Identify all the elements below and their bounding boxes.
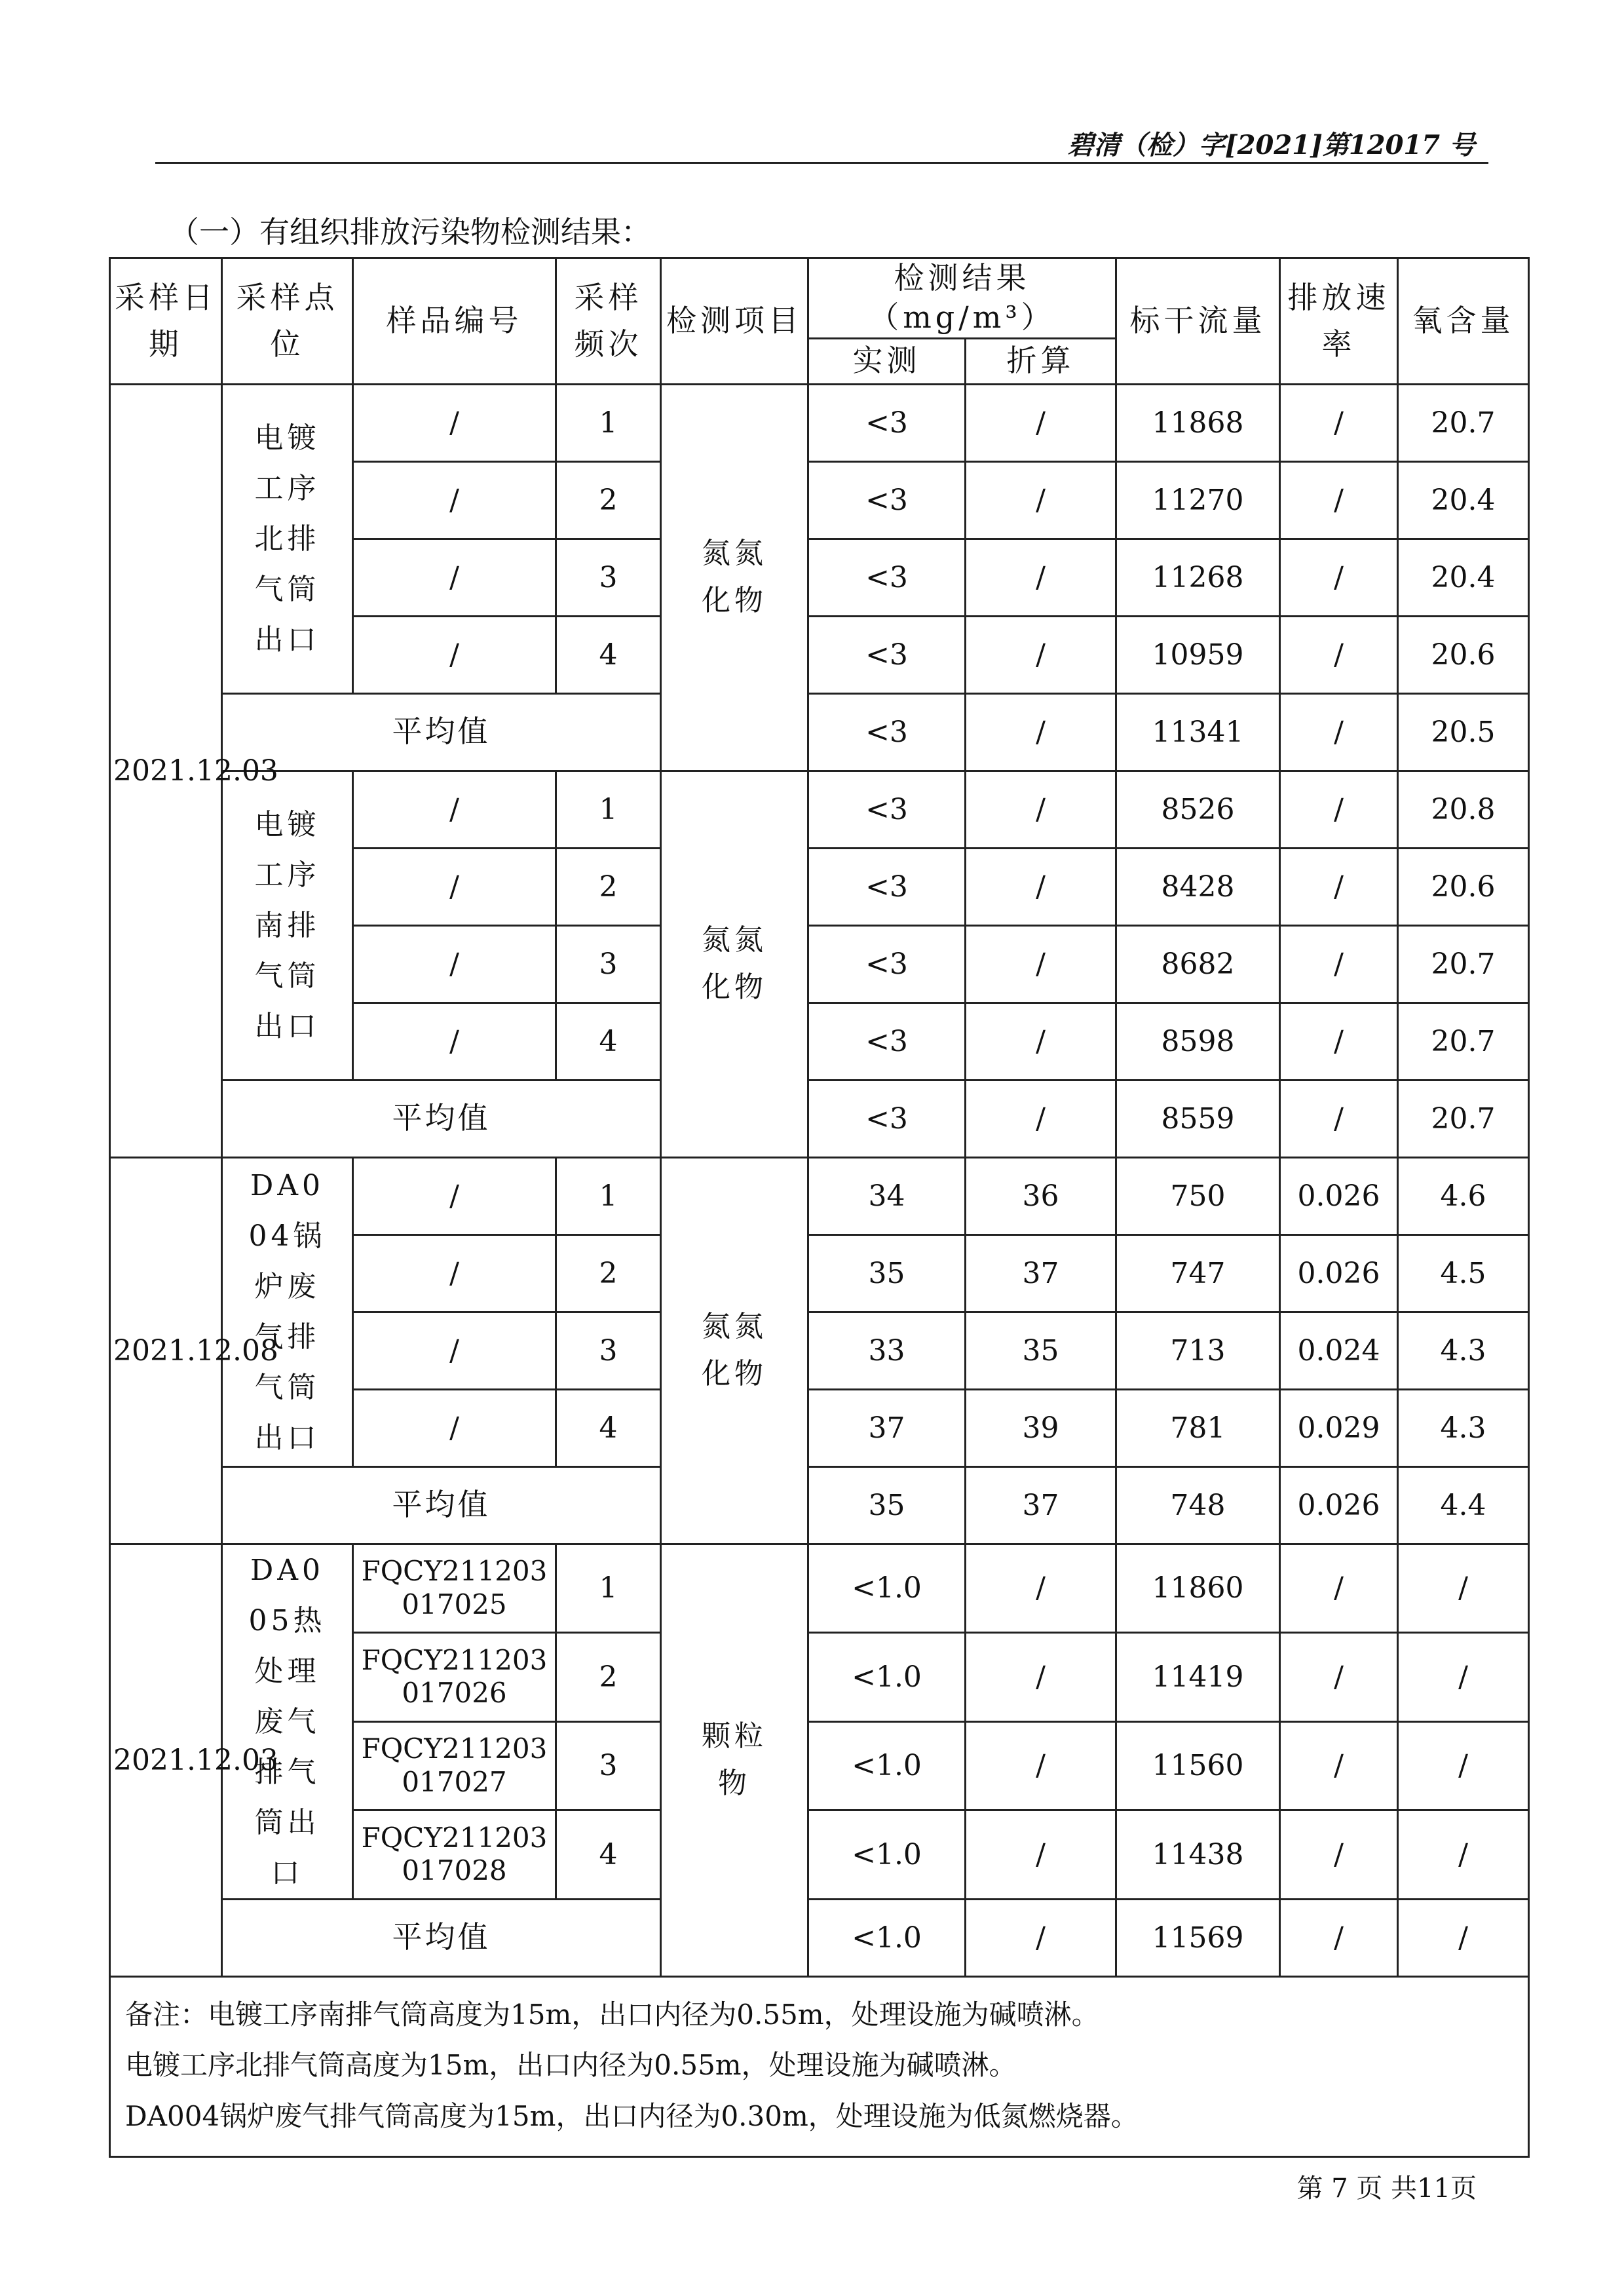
remark-line: 电镀工序北排气筒高度为15m，出口内径为0.55m，处理设施为碱喷淋。 xyxy=(125,2049,1017,2082)
sample-id-cell: / xyxy=(353,1003,556,1080)
frequency-cell: 1 xyxy=(556,1544,661,1633)
oxygen-content-cell: 4.5 xyxy=(1398,1234,1529,1312)
converted-value-cell: 37 xyxy=(966,1234,1116,1312)
measured-value-cell: <3 xyxy=(808,848,966,925)
sampling-location-cell: 电镀工序南排气筒出口 xyxy=(222,771,353,1080)
sample-id-cell: FQCY211203017025 xyxy=(353,1544,556,1633)
measured-value-cell: <1.0 xyxy=(808,1810,966,1900)
sample-id-cell: / xyxy=(353,539,556,616)
flow-value-cell: 11868 xyxy=(1116,384,1280,461)
converted-value-cell: / xyxy=(966,461,1116,539)
test-item-cell: 氮氮化物 xyxy=(661,771,808,1157)
flow-value-cell: 713 xyxy=(1116,1312,1280,1389)
frequency-cell: 1 xyxy=(556,1157,661,1234)
remark-line: 备注：电镀工序南排气筒高度为15m，出口内径为0.55m，处理设施为碱喷淋。 xyxy=(125,1998,1099,2031)
flow-value-cell: 10959 xyxy=(1116,616,1280,693)
oxygen-content-cell: 20.7 xyxy=(1398,384,1529,461)
oxygen-content-cell: 4.6 xyxy=(1398,1157,1529,1234)
emission-rate-cell: 0.026 xyxy=(1280,1466,1398,1544)
flow-value-cell: 750 xyxy=(1116,1157,1280,1234)
header-location: 采样点位 xyxy=(222,258,353,385)
converted-value-cell: / xyxy=(966,1003,1116,1080)
header-sample-id: 样品编号 xyxy=(353,258,556,385)
measured-value-cell: <3 xyxy=(808,539,966,616)
frequency-cell: 3 xyxy=(556,925,661,1003)
emission-rate-cell: / xyxy=(1280,848,1398,925)
sampling-date-cell: 2021.12.03 xyxy=(110,384,222,1157)
oxygen-content-cell: 4.3 xyxy=(1398,1389,1529,1466)
header-flow: 标干流量 xyxy=(1116,258,1280,385)
oxygen-content-cell: 20.6 xyxy=(1398,616,1529,693)
measured-value-cell: <1.0 xyxy=(808,1899,966,1976)
remarks-cell xyxy=(110,1976,1529,2156)
measured-value-cell: 35 xyxy=(808,1466,966,1544)
flow-value-cell: 8682 xyxy=(1116,925,1280,1003)
converted-value-cell: / xyxy=(966,848,1116,925)
sample-id-cell: / xyxy=(353,1234,556,1312)
converted-value-cell: / xyxy=(966,1080,1116,1157)
oxygen-content-cell: / xyxy=(1398,1899,1529,1976)
flow-value-cell: 11419 xyxy=(1116,1633,1280,1722)
measured-value-cell: <3 xyxy=(808,384,966,461)
test-item-cell: 氮氮化物 xyxy=(661,1157,808,1544)
measured-value-cell: <3 xyxy=(808,1080,966,1157)
emission-rate-cell: / xyxy=(1280,461,1398,539)
sampling-date-cell: 2021.12.03 xyxy=(110,1544,222,1976)
oxygen-content-cell: 4.4 xyxy=(1398,1466,1529,1544)
frequency-cell: 4 xyxy=(556,1003,661,1080)
header-item: 检测项目 xyxy=(661,258,808,385)
sample-id-cell: FQCY211203017027 xyxy=(353,1721,556,1810)
average-label-cell: 平均值 xyxy=(222,1466,661,1544)
emission-rate-cell: / xyxy=(1280,1810,1398,1900)
emission-rate-cell: 0.026 xyxy=(1280,1234,1398,1312)
converted-value-cell: / xyxy=(966,1899,1116,1976)
oxygen-content-cell: 20.7 xyxy=(1398,1080,1529,1157)
header-divider xyxy=(155,162,1488,164)
measured-value-cell: 37 xyxy=(808,1389,966,1466)
measured-value-cell: <3 xyxy=(808,616,966,693)
flow-value-cell: 8526 xyxy=(1116,771,1280,848)
measured-value-cell: 34 xyxy=(808,1157,966,1234)
converted-value-cell: 39 xyxy=(966,1389,1116,1466)
emission-rate-cell: 0.024 xyxy=(1280,1312,1398,1389)
results-table xyxy=(109,257,1530,2158)
oxygen-content-cell: 20.4 xyxy=(1398,461,1529,539)
emission-rate-cell: / xyxy=(1280,1544,1398,1633)
table-row xyxy=(110,384,1529,461)
converted-value-cell: / xyxy=(966,539,1116,616)
emission-rate-cell: / xyxy=(1280,1721,1398,1810)
emission-rate-cell: / xyxy=(1280,616,1398,693)
oxygen-content-cell: / xyxy=(1398,1810,1529,1900)
frequency-cell: 3 xyxy=(556,1721,661,1810)
header-measured: 实测 xyxy=(808,338,966,384)
header-converted: 折算 xyxy=(966,338,1116,384)
sampling-location-cell: DA005热处理废气排气筒出口 xyxy=(222,1544,353,1899)
emission-rate-cell: / xyxy=(1280,539,1398,616)
measured-value-cell: 33 xyxy=(808,1312,966,1389)
measured-value-cell: <1.0 xyxy=(808,1544,966,1633)
table-row xyxy=(110,771,1529,848)
flow-value-cell: 8598 xyxy=(1116,1003,1280,1080)
table-row xyxy=(110,1544,1529,1633)
frequency-cell: 2 xyxy=(556,848,661,925)
measured-value-cell: <3 xyxy=(808,693,966,771)
document-code: 碧清（检）字[2021]第12017 号 xyxy=(1067,130,1475,161)
test-item-cell: 颗粒物 xyxy=(661,1544,808,1976)
converted-value-cell: / xyxy=(966,384,1116,461)
sampling-location-cell: DA004锅炉废气排气筒出口 xyxy=(222,1157,353,1466)
frequency-cell: 3 xyxy=(556,539,661,616)
converted-value-cell: / xyxy=(966,1810,1116,1900)
sample-id-cell: / xyxy=(353,925,556,1003)
remark-line: DA004锅炉废气排气筒高度为15m，出口内径为0.30m，处理设施为低氮燃烧器。 xyxy=(125,2099,1139,2132)
emission-rate-cell: 0.026 xyxy=(1280,1157,1398,1234)
sample-id-cell: / xyxy=(353,1157,556,1234)
frequency-cell: 1 xyxy=(556,771,661,848)
oxygen-content-cell: 20.6 xyxy=(1398,848,1529,925)
measured-value-cell: <3 xyxy=(808,925,966,1003)
page-number: 第 7 页 共11页 xyxy=(1296,2173,1477,2204)
oxygen-content-cell: 20.5 xyxy=(1398,693,1529,771)
frequency-cell: 2 xyxy=(556,1234,661,1312)
emission-rate-cell: / xyxy=(1280,384,1398,461)
measured-value-cell: 35 xyxy=(808,1234,966,1312)
sampling-location-cell: 电镀工序北排气筒出口 xyxy=(222,384,353,693)
frequency-cell: 2 xyxy=(556,1633,661,1722)
test-item-cell: 氮氮化物 xyxy=(661,384,808,771)
section-title: （一）有组织排放污染物检测结果： xyxy=(169,214,651,250)
measured-value-cell: <3 xyxy=(808,1003,966,1080)
converted-value-cell: / xyxy=(966,616,1116,693)
header-frequency: 采样频次 xyxy=(556,258,661,385)
sample-id-cell: / xyxy=(353,616,556,693)
frequency-cell: 3 xyxy=(556,1312,661,1389)
table-row xyxy=(110,1157,1529,1234)
frequency-cell: 4 xyxy=(556,1389,661,1466)
emission-rate-cell: / xyxy=(1280,693,1398,771)
measured-value-cell: <1.0 xyxy=(808,1633,966,1722)
converted-value-cell: 35 xyxy=(966,1312,1116,1389)
converted-value-cell: / xyxy=(966,925,1116,1003)
sample-id-cell: / xyxy=(353,771,556,848)
converted-value-cell: / xyxy=(966,771,1116,848)
frequency-cell: 4 xyxy=(556,616,661,693)
average-row xyxy=(110,1466,1529,1544)
measured-value-cell: <3 xyxy=(808,461,966,539)
emission-rate-cell: 0.029 xyxy=(1280,1389,1398,1466)
header-date: 采样日期 xyxy=(110,258,222,385)
frequency-cell: 1 xyxy=(556,384,661,461)
measured-value-cell: <3 xyxy=(808,771,966,848)
emission-rate-cell: / xyxy=(1280,1633,1398,1722)
flow-value-cell: 8428 xyxy=(1116,848,1280,925)
sample-id-cell: / xyxy=(353,1389,556,1466)
header-rate: 排放速率 xyxy=(1280,258,1398,385)
oxygen-content-cell: 20.4 xyxy=(1398,539,1529,616)
oxygen-content-cell: / xyxy=(1398,1544,1529,1633)
sample-id-cell: / xyxy=(353,848,556,925)
sample-id-cell: / xyxy=(353,461,556,539)
header-result: 检测结果（mg/m³） xyxy=(808,258,1116,339)
average-row xyxy=(110,693,1529,771)
flow-value-cell: 11438 xyxy=(1116,1810,1280,1900)
frequency-cell: 4 xyxy=(556,1810,661,1900)
emission-rate-cell: / xyxy=(1280,1003,1398,1080)
flow-value-cell: 11270 xyxy=(1116,461,1280,539)
oxygen-content-cell: 20.7 xyxy=(1398,925,1529,1003)
flow-value-cell: 747 xyxy=(1116,1234,1280,1312)
measured-value-cell: <1.0 xyxy=(808,1721,966,1810)
flow-value-cell: 11569 xyxy=(1116,1899,1280,1976)
sample-id-cell: FQCY211203017028 xyxy=(353,1810,556,1900)
flow-value-cell: 748 xyxy=(1116,1466,1280,1544)
flow-value-cell: 11560 xyxy=(1116,1721,1280,1810)
emission-rate-cell: / xyxy=(1280,1899,1398,1976)
sample-id-cell: / xyxy=(353,1312,556,1389)
flow-value-cell: 11860 xyxy=(1116,1544,1280,1633)
frequency-cell: 2 xyxy=(556,461,661,539)
converted-value-cell: / xyxy=(966,1633,1116,1722)
average-label-cell: 平均值 xyxy=(222,1899,661,1976)
emission-rate-cell: / xyxy=(1280,1080,1398,1157)
average-row xyxy=(110,1899,1529,1976)
flow-value-cell: 8559 xyxy=(1116,1080,1280,1157)
oxygen-content-cell: 20.7 xyxy=(1398,1003,1529,1080)
converted-value-cell: / xyxy=(966,693,1116,771)
flow-value-cell: 781 xyxy=(1116,1389,1280,1466)
converted-value-cell: 37 xyxy=(966,1466,1116,1544)
converted-value-cell: 36 xyxy=(966,1157,1116,1234)
oxygen-content-cell: 20.8 xyxy=(1398,771,1529,848)
sampling-date-cell: 2021.12.08 xyxy=(110,1157,222,1544)
flow-value-cell: 11341 xyxy=(1116,693,1280,771)
oxygen-content-cell: / xyxy=(1398,1633,1529,1722)
sample-id-cell: FQCY211203017026 xyxy=(353,1633,556,1722)
average-label-cell: 平均值 xyxy=(222,693,661,771)
oxygen-content-cell: / xyxy=(1398,1721,1529,1810)
average-row xyxy=(110,1080,1529,1157)
oxygen-content-cell: 4.3 xyxy=(1398,1312,1529,1389)
emission-rate-cell: / xyxy=(1280,925,1398,1003)
flow-value-cell: 11268 xyxy=(1116,539,1280,616)
header-oxygen: 氧含量 xyxy=(1398,258,1529,385)
sample-id-cell: / xyxy=(353,384,556,461)
emission-rate-cell: / xyxy=(1280,771,1398,848)
converted-value-cell: / xyxy=(966,1721,1116,1810)
average-label-cell: 平均值 xyxy=(222,1080,661,1157)
converted-value-cell: / xyxy=(966,1544,1116,1633)
